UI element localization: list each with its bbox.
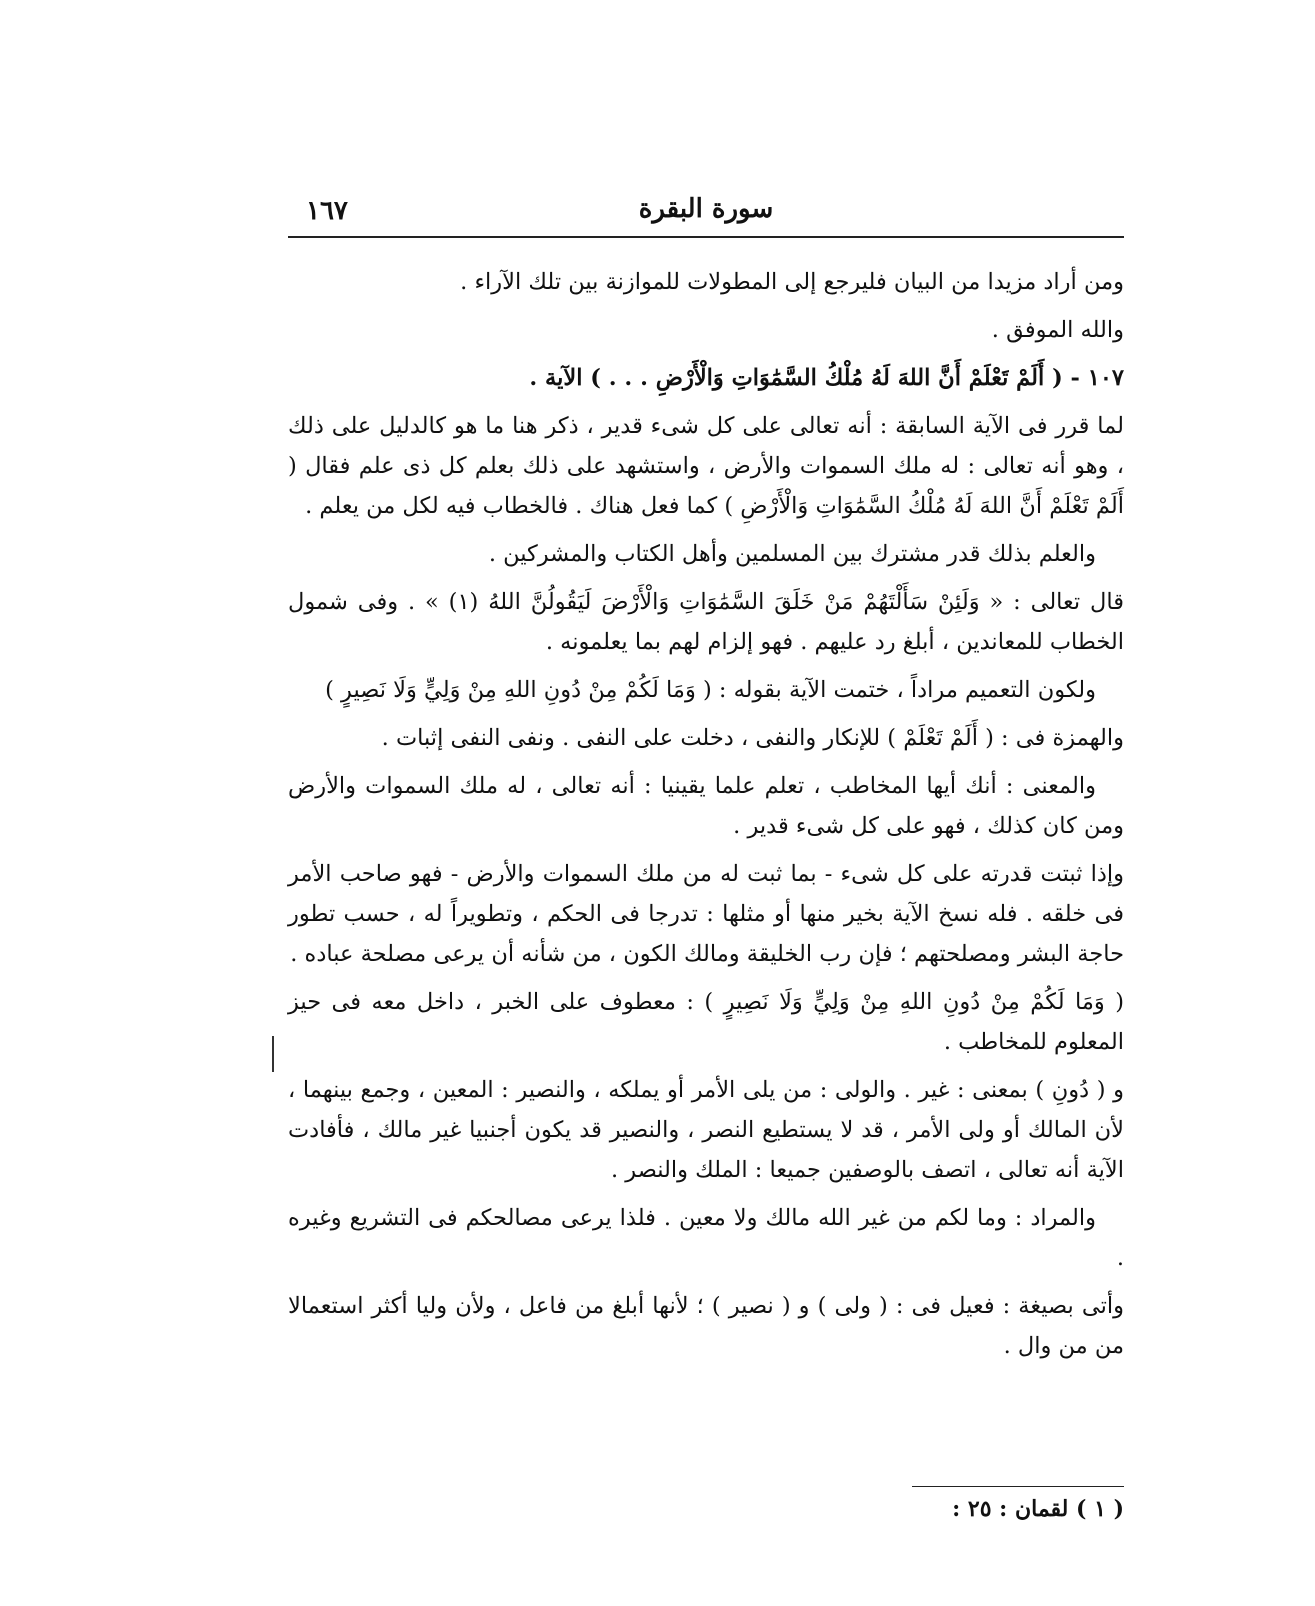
paragraph: ولكون التعميم مراداً ، ختمت الآية بقوله : ( وَمَا لَكُمْ مِنْ دُونِ اللهِ مِنْ وَلِيٍّ وَلَا نَصِيرٍ ) bbox=[325, 677, 1096, 703]
verse-heading: ١٠٧ - ( أَلَمْ تَعْلَمْ أَنَّ اللهَ لَهُ مُلْكُ السَّمَٰوَاتِ وَالْأَرْضِ . . . ) الآية . bbox=[529, 365, 1124, 391]
paragraph: لما قرر فى الآية السابقة : أنه تعالى على كل شىء قدير ، ذكر هنا ما هو كالدليل على ذلك ، وهو أنه تعالى : له ملك السموات والأرض ، واستشهد على ذلك بعلم كل ذى علم فقال ( أَلَمْ تَعْلَمْ أَنَّ اللهَ لَهُ مُلْكُ السَّمَٰوَاتِ وَالْأَرْضِ ) كما فعل هناك . فالخطاب فيه لكل من يعلم . bbox=[288, 413, 1124, 519]
paragraph-closing: والله الموفق . bbox=[991, 317, 1124, 343]
paragraph: والمراد : وما لكم من غير الله مالك ولا معين . فلذا يرعى مصالحكم فى التشريع وغيره . bbox=[288, 1205, 1124, 1271]
page-title: سورة البقرة bbox=[638, 194, 774, 224]
header-divider bbox=[288, 236, 1124, 238]
paragraph: ( وَمَا لَكُمْ مِنْ دُونِ اللهِ مِنْ وَلِيٍّ وَلَا نَصِيرٍ ) : معطوف على الخبر ، داخل معه فى حيز المعلوم للمخاطب . bbox=[288, 989, 1124, 1055]
footnote: ( ١ ) لقمان : ٢٥ : bbox=[952, 1496, 1124, 1522]
paragraph: وإذا ثبتت قدرته على كل شىء - بما ثبت له من ملك السموات والأرض - فهو صاحب الأمر فى خلقه . فله نسخ الآية بخير منها أو مثلها : تدرجا فى الحكم ، وتطويراً له ، حسب تطور حاجة البشر ومصلحتهم ؛ فإن رب الخليقة ومالك الكون ، من شأنه أن يرعى مصلحة عباده . bbox=[288, 861, 1124, 967]
paragraph: وأتى بصيغة : فعيل فى : ( ولى ) و ( نصير ) ؛ لأنها أبلغ من فاعل ، ولأن وليا أكثر استعمالا من من وال . bbox=[288, 1293, 1125, 1359]
margin-mark bbox=[272, 1036, 274, 1072]
page-header bbox=[288, 190, 1124, 236]
paragraph: والهمزة فى : ( أَلَمْ تَعْلَمْ ) للإنكار والنفى ، دخلت على النفى . ونفى النفى إثبات . bbox=[381, 725, 1124, 751]
main-text bbox=[288, 262, 1124, 1374]
paragraph: والعلم بذلك قدر مشترك بين المسلمين وأهل الكتاب والمشركين . bbox=[488, 541, 1096, 567]
paragraph-intro: ومن أراد مزيدا من البيان فليرجع إلى المطولات للموازنة بين تلك الآراء . bbox=[460, 269, 1124, 295]
footnote-divider bbox=[912, 1486, 1124, 1487]
page-number: ١٦٧ bbox=[306, 196, 348, 226]
paragraph: قال تعالى : « وَلَئِنْ سَأَلْتَهُمْ مَنْ خَلَقَ السَّمَٰوَاتِ وَالْأَرْضَ لَيَقُولُنَّ اللهُ (١) » . وفى شمول الخطاب للمعاندين ، أبلغ رد عليهم . فهو إلزام لهم بما يعلمونه . bbox=[288, 589, 1124, 655]
paragraph: والمعنى : أنك أيها المخاطب ، تعلم علما يقينيا : أنه تعالى ، له ملك السموات والأرض ومن كان كذلك ، فهو على كل شىء قدير . bbox=[288, 773, 1124, 839]
paragraph: و ( دُونِ ) بمعنى : غير . والولى : من يلى الأمر أو يملكه ، والنصير : المعين ، وجمع بينهما ، لأن المالك أو ولى الأمر ، قد لا يستطيع النصر ، والنصير قد يكون أجنبيا غير مالك ، فأفادت الآية أنه تعالى ، اتصف بالوصفين جميعا : الملك والنصر . bbox=[288, 1077, 1124, 1183]
